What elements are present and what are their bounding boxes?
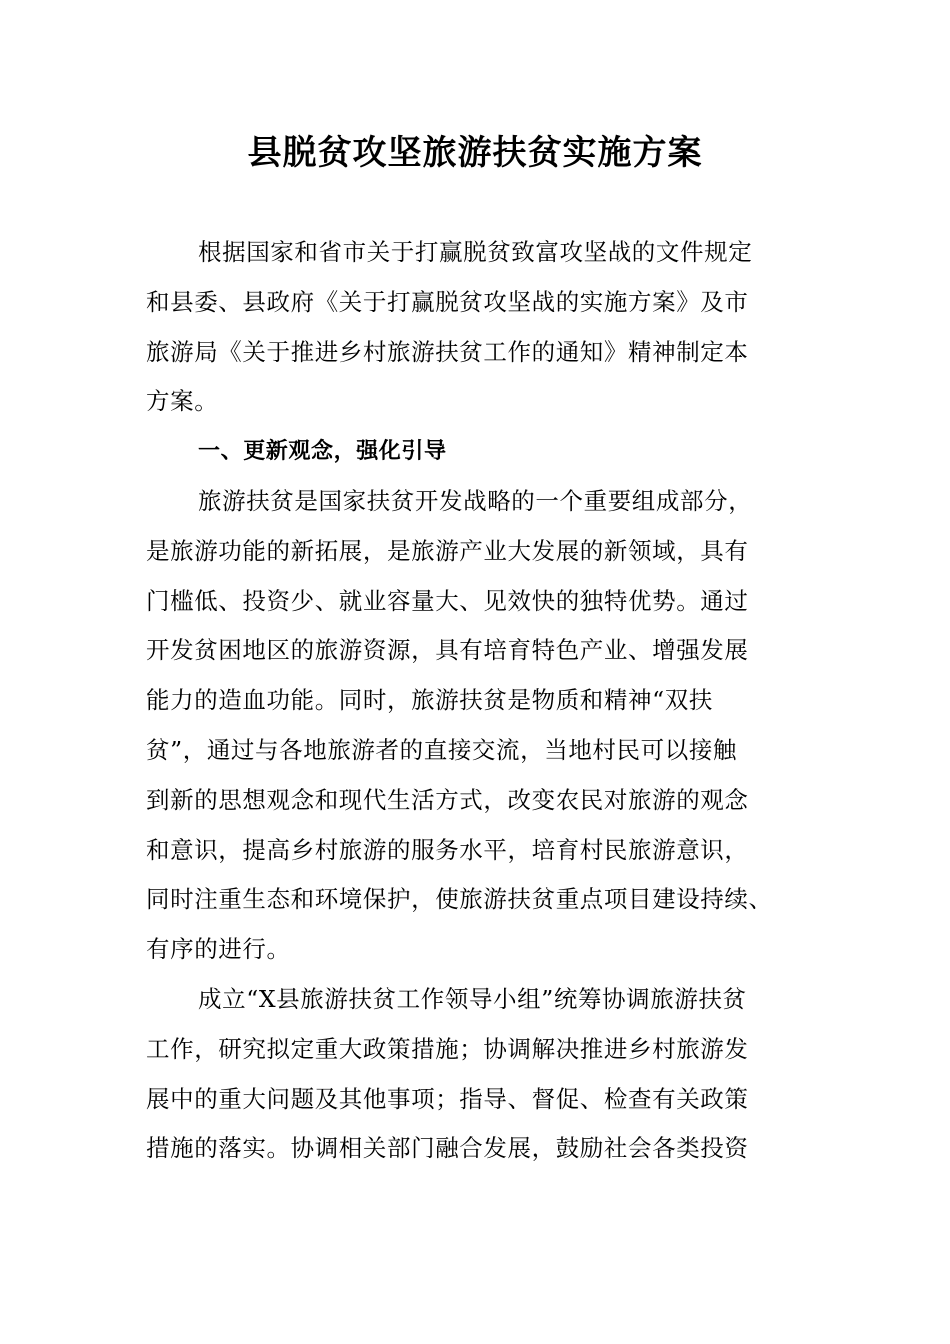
paragraph-1-line-3: 旅游局《关于推进乡村旅游扶贫工作的通知》精神制定本 (146, 337, 749, 366)
paragraph-1-line-2: 和县委、县政府《关于打赢脱贫攻坚战的实施方案》及市 (146, 287, 749, 316)
paragraph-2-line-2: 是旅游功能的新拓展，是旅游产业大发展的新领域，具有 (146, 536, 749, 565)
document-body (146, 228, 806, 1174)
paragraph-2-line-3: 门槛低、投资少、就业容量大、见效快的独特优势。通过 (146, 586, 749, 615)
document-title: 县脱贫攻坚旅游扶贫实施方案 (247, 133, 703, 173)
paragraph-2-line-8: 和意识，提高乡村旅游的服务水平，培育村民旅游意识， (146, 835, 749, 864)
paragraph-2-line-4: 开发贫困地区的旅游资源，具有培育特色产业、增强发展 (146, 636, 749, 665)
paragraph-2-line-1: 旅游扶贫是国家扶贫开发战略的一个重要组成部分， (198, 486, 753, 515)
section-heading-1: 一、更新观念，强化引导 (198, 439, 447, 465)
paragraph-2-line-7: 到新的思想观念和现代生活方式，改变农民对旅游的观念 (146, 785, 749, 814)
paragraph-2-line-5: 能力的造血功能。同时，旅游扶贫是物质和精神“双扶 (146, 686, 713, 715)
paragraph-2-line-10: 有序的进行。 (146, 935, 291, 964)
paragraph-3-line-3: 展中的重大问题及其他事项；指导、督促、检查有关政策 (146, 1084, 749, 1113)
paragraph-3-line-1: 成立“X县旅游扶贫工作领导小组”统筹协调旅游扶贫 (198, 984, 747, 1013)
paragraph-3-line-2: 工作，研究拟定重大政策措施；协调解决推进乡村旅游发 (146, 1034, 749, 1063)
paragraph-2-line-9: 同时注重生态和环境保护，使旅游扶贫重点项目建设持续、 (146, 885, 773, 914)
paragraph-3-line-4: 措施的落实。协调相关部门融合发展，鼓励社会各类投资 (146, 1134, 749, 1163)
paragraph-1-line-4: 方案。 (146, 387, 219, 416)
paragraph-2-line-6: 贫”，通过与各地旅游者的直接交流，当地村民可以接触 (146, 735, 738, 764)
paragraph-1-line-1: 根据国家和省市关于打赢脱贫致富攻坚战的文件规定 (198, 238, 753, 266)
